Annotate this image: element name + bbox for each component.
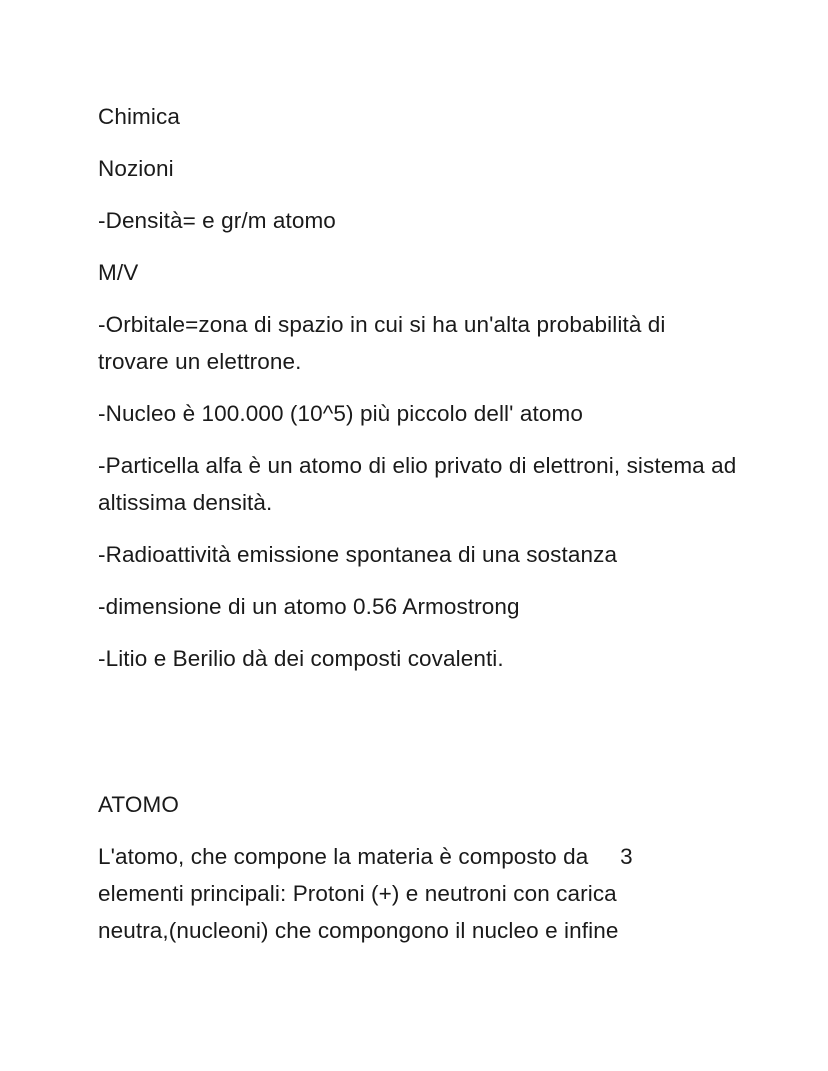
atom-paragraph-line-3: neutra,(nucleoni) che compongono il nucleo e infine — [98, 918, 619, 943]
note-orbital: -Orbitale=zona di spazio in cui si ha un'alta probabilità di trovare un elettrone. — [98, 312, 666, 374]
note-nucleus: -Nucleo è 100.000 (10^5) più piccolo dell' atomo — [98, 401, 583, 426]
section-heading-nozioni: Nozioni — [98, 156, 174, 181]
note-mass-volume: M/V — [98, 260, 139, 285]
note-lithium-beryllium: -Litio e Berilio dà dei composti covalenti. — [98, 646, 504, 671]
atom-paragraph-line-2: elementi principali: Protoni (+) e neutroni con carica — [98, 881, 617, 906]
atom-paragraph — [98, 838, 738, 949]
atom-paragraph-line-1: L'atomo, che compone la materia è composto da 3 — [98, 844, 633, 869]
note-density: -Densità= e gr/m atomo — [98, 208, 336, 233]
document-title: Chimica — [98, 104, 180, 129]
note-atom-size: -dimensione di un atomo 0.56 Armostrong — [98, 594, 520, 619]
note-alpha-particle: -Particella alfa è un atomo di elio privato di elettroni, sistema ad altissima densità. — [98, 453, 737, 515]
section-spacer — [98, 692, 738, 786]
document-body — [98, 98, 738, 964]
section-heading-atomo: ATOMO — [98, 792, 179, 817]
note-radioactivity: -Radioattività emissione spontanea di una sostanza — [98, 542, 618, 567]
